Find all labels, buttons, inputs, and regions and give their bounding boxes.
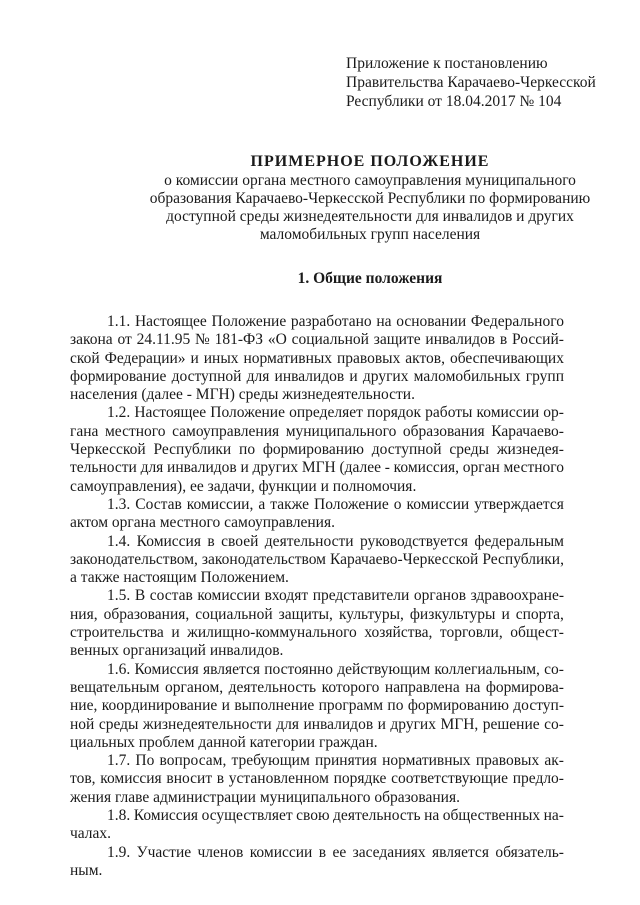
paragraph-line: ние, координирование и выполнение программ по формированию доступ- (70, 697, 564, 715)
paragraph-line: актом органа местного самоуправления. (70, 514, 335, 532)
paragraph-line: самоуправления), ее задачи, функции и полномочия. (70, 477, 417, 495)
paragraph-line: закона от 24.11.95 № 181-ФЗ «О социальной защите инвалидов в Россий- (70, 331, 564, 349)
paragraph-line: а также настоящим Положением. (70, 569, 289, 587)
paragraph (70, 313, 564, 404)
subtitle-line: маломобильных групп населения (259, 226, 481, 243)
appendix-line: Республики от 18.04.2017 № 104 (346, 93, 562, 110)
appendix-line: Приложение к постановлению (346, 55, 548, 72)
subtitle-line: образования Карачаево-Черкесской Республики по формированию (149, 190, 591, 207)
paragraph (70, 807, 564, 844)
paragraph-line: тов, комиссия вносит в установленном порядке соответствующие предло- (70, 770, 564, 788)
paragraph-line: 1.2. Настоящее Положение определяет порядок работы комиссии ор- (107, 404, 564, 422)
title-block (60, 152, 640, 244)
paragraph-line: ния, образования, социальной защиты, культуры, физкультуры и спорта, (70, 605, 564, 623)
paragraph-line: населения (далее - МГН) среды жизнедеятельности. (70, 386, 415, 404)
paragraph (70, 844, 564, 881)
subtitle-line: доступной среды жизнедеятельности для инвалидов и других (166, 208, 574, 225)
appendix-header (346, 54, 616, 111)
paragraph-line: 1.7. По вопросам, требующим принятия нормативных правовых ак- (107, 752, 564, 770)
paragraph-line: строительства и жилищно-коммунального хозяйства, торговли, общест- (70, 624, 564, 642)
paragraph-line: ской Федерации» и иных нормативных правовых актов, обеспечивающих (70, 349, 564, 367)
paragraph (70, 496, 564, 533)
paragraph-line: чалах. (70, 825, 112, 843)
paragraph-line: циальных проблем данной категории граждан. (70, 733, 378, 751)
paragraph-line: Черкесской Республики по формированию доступной среды жизнедея- (70, 441, 564, 459)
paragraph-line: ной среды жизнедеятельности для инвалидов и других МГН, решение со- (70, 715, 564, 733)
paragraph-line: 1.3. Состав комиссии, а также Положение о комиссии утверждается (107, 495, 564, 513)
document-title: ПРИМЕРНОЕ ПОЛОЖЕНИЕ (250, 153, 490, 170)
paragraph-line: 1.5. В состав комиссии входят представители органов здравоохране- (107, 587, 564, 605)
paragraph-line: 1.1. Настоящее Положение разработано на основании Федерального (107, 313, 564, 330)
paragraph (70, 587, 564, 660)
section-heading: 1. Общие положения (297, 270, 443, 287)
paragraph-line: гана местного самоуправления муниципального образования Карачаево- (70, 422, 564, 440)
document-subtitle (60, 172, 640, 244)
paragraph-line: вещательным органом, деятельность которого направлена на формирова- (70, 678, 564, 696)
paragraph-line: тельности для инвалидов и других МГН (далее - комиссия, орган местного (70, 459, 564, 477)
paragraph-line: 1.4. Комиссия в своей деятельности руководствуется федеральным (107, 532, 564, 550)
paragraph (70, 404, 564, 495)
paragraph-line: 1.8. Комиссия осуществляет свою деятельность на общественных на- (107, 807, 564, 825)
appendix-line: Правительства Карачаево-Черкесской (346, 74, 596, 91)
subtitle-line: о комиссии органа местного самоуправления муниципального (164, 172, 576, 189)
paragraph-line: законодательством, законодательством Карачаево-Черкесской Республики, (70, 550, 564, 568)
body-text (70, 313, 564, 880)
paragraph-line: жения главе администрации муниципального образования. (70, 788, 460, 806)
paragraph-line: 1.6. Комиссия является постоянно действующим коллегиальным, со- (107, 660, 564, 678)
paragraph-line: венных организаций инвалидов. (70, 642, 284, 660)
paragraph (70, 661, 564, 752)
paragraph (70, 752, 564, 807)
paragraph-line: формирование доступной для инвалидов и других маломобильных групп (70, 367, 564, 385)
paragraph-line: 1.9. Участие членов комиссии в ее заседаниях является обязатель- (107, 843, 564, 861)
paragraph-line: ным. (70, 861, 103, 879)
paragraph (70, 533, 564, 588)
